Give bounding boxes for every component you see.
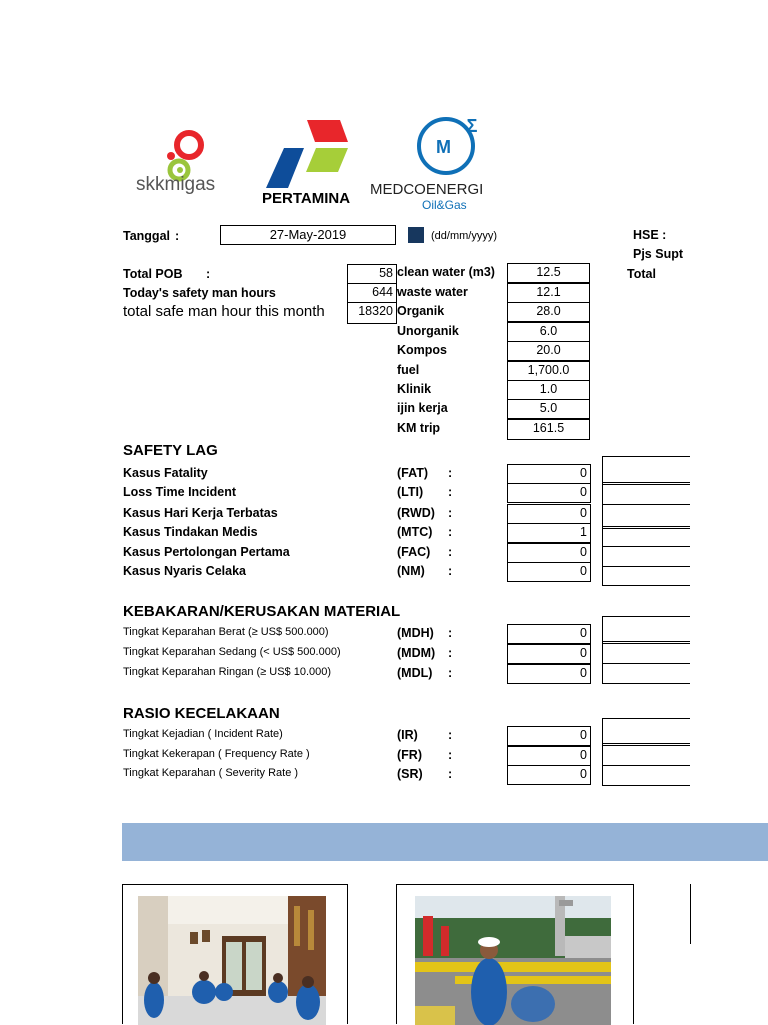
grid-line bbox=[602, 456, 603, 585]
pertamina-logo bbox=[262, 118, 352, 210]
rasio-row-code: (IR) bbox=[397, 728, 418, 742]
photo-frame-2 bbox=[396, 884, 634, 1024]
skkmigas-logo bbox=[134, 126, 240, 196]
photo-frame-3-edge bbox=[690, 884, 691, 944]
safety_lag-row-label: Kasus Hari Kerja Terbatas bbox=[123, 506, 278, 520]
kebakaran-row-label: Tingkat Keparahan Ringan (≥ US$ 10.000) bbox=[123, 666, 332, 678]
safety_lag-row-label: Kasus Pertolongan Pertama bbox=[123, 545, 290, 559]
rasio-row-code: (SR) bbox=[397, 767, 423, 781]
safety_lag-row-colon: : bbox=[448, 564, 453, 578]
safety_lag-row-colon: : bbox=[448, 506, 453, 520]
kebakaran-row-label: Tingkat Keparahan Sedang (< US$ 500.000) bbox=[123, 646, 341, 658]
kebakaran-row-label: Tingkat Keparahan Berat (≥ US$ 500.000) bbox=[123, 626, 329, 638]
rasio-row-label: Tingkat Keparahan ( Severity Rate ) bbox=[123, 767, 299, 779]
grid-line bbox=[602, 663, 690, 664]
safety_lag-row-code: (FAT) bbox=[397, 466, 429, 480]
grid-line bbox=[602, 585, 690, 586]
rasio-title: RASIO KECELAKAAN bbox=[123, 705, 280, 722]
medco-logo bbox=[368, 114, 484, 214]
grid-line bbox=[602, 504, 690, 505]
grid-line bbox=[602, 745, 690, 746]
rasio-row-label: Tingkat Kekerapan ( Frequency Rate ) bbox=[123, 748, 310, 760]
safety_lag-row-code: (NM) bbox=[397, 564, 425, 578]
svg-text:M: M bbox=[436, 137, 451, 157]
kebakaran-row-code: (MDL) bbox=[397, 666, 433, 680]
medco-subtitle: Oil&Gas bbox=[422, 198, 467, 212]
pob-value[interactable]: 58 bbox=[347, 264, 397, 284]
grid-line bbox=[602, 484, 690, 485]
safety-man-hours-value[interactable]: 644 bbox=[347, 283, 397, 303]
team-photo bbox=[138, 896, 326, 1025]
safety_lag-row-colon: : bbox=[448, 545, 453, 559]
safety_lag-row-value[interactable]: 0 bbox=[507, 562, 591, 582]
safety_lag-row-colon: : bbox=[448, 485, 453, 499]
rasio-row-label: Tingkat Kejadian ( Incident Rate) bbox=[123, 728, 283, 740]
resource-label: fuel bbox=[397, 363, 420, 377]
safety_lag-row-value[interactable]: 0 bbox=[507, 504, 591, 524]
month-safe-hours-label: total safe man hour this month bbox=[123, 303, 325, 320]
resource-value[interactable]: 20.0 bbox=[507, 341, 590, 361]
resource-label: ijin kerja bbox=[397, 401, 448, 415]
grid-line bbox=[602, 566, 690, 567]
safety-lag-title: SAFETY LAG bbox=[123, 442, 218, 459]
resource-value[interactable]: 5.0 bbox=[507, 399, 590, 419]
grid-line bbox=[602, 526, 690, 527]
resource-value[interactable]: 28.0 bbox=[507, 302, 590, 322]
kebakaran-row-value[interactable]: 0 bbox=[507, 624, 591, 644]
svg-text:Σ: Σ bbox=[466, 116, 478, 136]
resource-value[interactable]: 161.5 bbox=[507, 419, 590, 440]
grid-line bbox=[602, 546, 690, 547]
medco-wordmark: MEDCOENERGI bbox=[370, 181, 484, 198]
grid-line bbox=[602, 616, 690, 617]
date-format-hint: (dd/mm/yyyy) bbox=[431, 230, 497, 242]
tanggal-label: Tanggal bbox=[123, 229, 170, 243]
resource-label: Organik bbox=[397, 304, 445, 318]
kebakaran-row-colon: : bbox=[448, 666, 453, 680]
kebakaran-title: KEBAKARAN/KERUSAKAN MATERIAL bbox=[123, 603, 401, 620]
safety_lag-row-label: Kasus Fatality bbox=[123, 466, 208, 480]
safety_lag-row-colon: : bbox=[448, 466, 453, 480]
safety_lag-row-label: Loss Time Incident bbox=[123, 485, 236, 499]
resource-label: KM trip bbox=[397, 421, 441, 435]
section-banner bbox=[122, 823, 768, 861]
resource-label: Unorganik bbox=[397, 324, 459, 338]
rasio-row-value[interactable]: 0 bbox=[507, 746, 591, 766]
tanggal-colon: : bbox=[175, 229, 180, 243]
safety_lag-row-value[interactable]: 0 bbox=[507, 543, 591, 563]
medco-logo-mark bbox=[368, 114, 478, 178]
kebakaran-row-colon: : bbox=[448, 646, 453, 660]
safety_lag-row-value[interactable]: 0 bbox=[507, 464, 591, 484]
grid-line bbox=[602, 456, 690, 457]
grid-line bbox=[602, 718, 603, 786]
worker-photo bbox=[415, 896, 611, 1025]
resource-value[interactable]: 12.1 bbox=[507, 283, 590, 303]
kebakaran-row-value[interactable]: 0 bbox=[507, 664, 591, 684]
resource-value[interactable]: 1,700.0 bbox=[507, 361, 590, 381]
grid-line bbox=[602, 482, 690, 483]
safety_lag-row-code: (RWD) bbox=[397, 506, 435, 520]
skkmigas-wordmark: skkmigas bbox=[136, 174, 216, 195]
safety-man-hours-label: Today's safety man hours bbox=[123, 286, 276, 300]
grid-line bbox=[602, 616, 603, 684]
kebakaran-row-code: (MDH) bbox=[397, 626, 434, 640]
resource-value[interactable]: 6.0 bbox=[507, 322, 590, 342]
safety_lag-row-code: (LTI) bbox=[397, 485, 424, 499]
resource-label: clean water (m3) bbox=[397, 265, 495, 279]
photo-frame-1 bbox=[122, 884, 348, 1024]
safety_lag-row-label: Kasus Nyaris Celaka bbox=[123, 564, 246, 578]
safety_lag-row-value[interactable]: 1 bbox=[507, 523, 591, 543]
grid-line bbox=[602, 641, 690, 642]
pertamina-wordmark: PERTAMINA bbox=[262, 190, 351, 207]
rasio-row-colon: : bbox=[448, 748, 453, 762]
total-label: Total bbox=[627, 267, 656, 281]
date-color-swatch bbox=[408, 227, 424, 243]
resource-value[interactable]: 12.5 bbox=[507, 263, 590, 283]
kebakaran-row-code: (MDM) bbox=[397, 646, 436, 660]
grid-line bbox=[602, 785, 690, 786]
hse-label: HSE : bbox=[633, 228, 667, 242]
grid-line bbox=[602, 765, 690, 766]
resource-value[interactable]: 1.0 bbox=[507, 380, 590, 400]
safety_lag-row-label: Kasus Tindakan Medis bbox=[123, 525, 258, 539]
month-safe-hours-value[interactable]: 18320 bbox=[347, 302, 397, 324]
pob-label: Total POB bbox=[123, 267, 183, 281]
rasio-row-value[interactable]: 0 bbox=[507, 726, 591, 746]
safety_lag-row-code: (MTC) bbox=[397, 525, 433, 539]
resource-label: Kompos bbox=[397, 343, 447, 357]
rasio-row-colon: : bbox=[448, 767, 453, 781]
safety_lag-row-value[interactable]: 0 bbox=[507, 483, 591, 503]
pjs-supt-label: Pjs Supt bbox=[633, 247, 684, 261]
kebakaran-row-value[interactable]: 0 bbox=[507, 644, 591, 664]
date-field[interactable]: 27-May-2019 bbox=[220, 225, 396, 245]
safety_lag-row-colon: : bbox=[448, 525, 453, 539]
resource-label: Klinik bbox=[397, 382, 432, 396]
resource-label: waste water bbox=[397, 285, 468, 299]
rasio-row-value[interactable]: 0 bbox=[507, 765, 591, 785]
rasio-row-colon: : bbox=[448, 728, 453, 742]
pob-colon: : bbox=[206, 267, 211, 281]
safety_lag-row-code: (FAC) bbox=[397, 545, 431, 559]
rasio-row-code: (FR) bbox=[397, 748, 422, 762]
pertamina-logo-mark bbox=[262, 118, 352, 188]
grid-line bbox=[602, 528, 690, 529]
kebakaran-row-colon: : bbox=[448, 626, 453, 640]
grid-line bbox=[602, 718, 690, 719]
grid-line bbox=[602, 643, 690, 644]
grid-line bbox=[602, 743, 690, 744]
grid-line bbox=[602, 683, 690, 684]
